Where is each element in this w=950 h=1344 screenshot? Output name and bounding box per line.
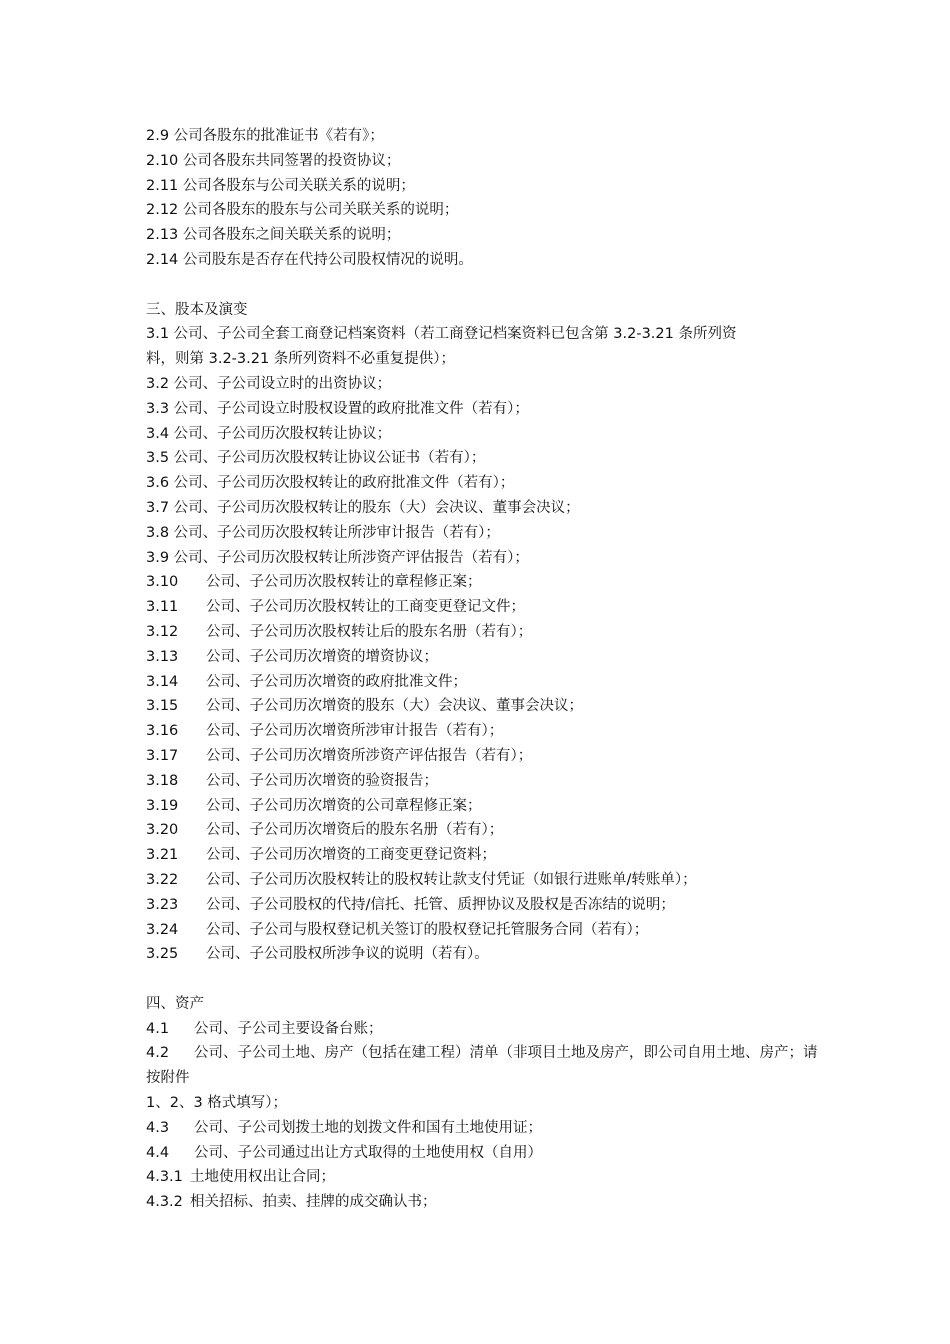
item-number: 4.4: [146, 1144, 170, 1161]
section-heading: 三、股本及演变: [146, 301, 248, 318]
item-text: 公司、子公司划拨土地的划拨文件和国有土地使用证；: [194, 1119, 542, 1136]
list-item: [146, 818, 826, 843]
list-item: 3.2 公司、子公司设立时的出资协议；: [146, 375, 392, 392]
item-number: 3.20: [146, 822, 179, 839]
list-item: [146, 1141, 826, 1166]
item-text: 公司、子公司历次增资的增资协议；: [206, 648, 438, 665]
list-item: 3.7 公司、子公司历次股权转让的股东（大）会决议、董事会决议；: [146, 499, 580, 516]
item-text: 公司、子公司股权的代持/信托、托管、质押协议及股权是否冻结的说明；: [206, 896, 675, 913]
list-item: 3.6 公司、子公司历次股权转让的政府批准文件（若有）；: [146, 475, 515, 492]
list-item: [146, 620, 826, 645]
list-item: 2.9 公司各股东的批准证书《若有》；: [146, 128, 384, 144]
list-item: [146, 1041, 826, 1091]
item-text: 公司、子公司主要设备台账；: [194, 1020, 383, 1037]
item-text: 公司、子公司历次股权转让的工商变更登记文件；: [206, 599, 525, 616]
item-number: 4.3: [146, 1119, 170, 1136]
item-number: 3.21: [146, 847, 179, 864]
item-text: 公司、子公司历次股权转让的股权转让款支付凭证（如银行进账单/转账单）；: [206, 871, 697, 888]
list-item: 2.14 公司股东是否存在代持公司股权情况的说明。: [146, 251, 473, 268]
list-item: [146, 595, 826, 620]
list-item: [146, 1116, 826, 1141]
item-number: 3.22: [146, 871, 179, 888]
item-text: 土地使用权出让合同；: [190, 1169, 335, 1186]
item-text: 公司、子公司历次增资所涉审计报告（若有）；: [206, 723, 504, 740]
list-item: [146, 794, 826, 819]
list-item: 2.12 公司各股东的股东与公司关联关系的说明；: [146, 202, 459, 219]
list-item: [146, 893, 826, 918]
item-text: 公司、子公司历次增资的股东（大）会决议、董事会决议；: [206, 698, 583, 715]
list-item: 3.1 公司、子公司全套工商登记档案资料（若工商登记档案资料已包含第 3.2-3.21 条所列资: [146, 326, 737, 343]
list-item: [146, 744, 826, 769]
item-number: 3.11: [146, 599, 179, 616]
list-item: 3.5 公司、子公司历次股权转让协议公证书（若有）；: [146, 450, 486, 467]
item-text: 公司、子公司历次增资的公司章程修正案；: [206, 797, 482, 814]
list-item-continuation: 1、2、3 格式填写）；: [146, 1095, 288, 1112]
item-number: 3.17: [146, 747, 179, 764]
list-item: 3.9 公司、子公司历次股权转让所涉资产评估报告（若有）；: [146, 549, 529, 566]
item-text: 公司、子公司历次增资的工商变更登记资料；: [206, 847, 496, 864]
item-text: 公司、子公司历次增资的验资报告；: [206, 772, 438, 789]
item-number: 3.23: [146, 896, 179, 913]
list-item: [146, 570, 826, 595]
item-text: 公司、子公司土地、房产（包括在建工程）清单（非项目土地及房产，即公司自用土地、房产；请按附件: [146, 1045, 818, 1087]
item-number: 4.1: [146, 1020, 170, 1037]
list-item: [146, 694, 826, 719]
item-number: 4.3.1: [146, 1169, 183, 1186]
list-item: [146, 719, 826, 744]
list-item: [146, 1017, 826, 1042]
list-item: [146, 645, 826, 670]
item-number: 3.14: [146, 673, 179, 690]
list-item: [146, 918, 826, 943]
list-item-continuation: 料，则第 3.2-3.21 条所列资料不必重复提供）；: [146, 351, 456, 368]
list-item: 2.13 公司各股东之间关联关系的说明；: [146, 227, 401, 244]
list-item: [146, 843, 826, 868]
item-number: 3.19: [146, 797, 179, 814]
item-number: 3.12: [146, 623, 179, 640]
section-heading: 四、资产: [146, 995, 204, 1012]
list-item: 2.11 公司各股东与公司关联关系的说明；: [146, 177, 415, 194]
item-text: 公司、子公司与股权登记机关签订的股权登记托管服务合同（若有）；: [206, 921, 649, 938]
spacer: [146, 273, 826, 298]
item-text: 公司、子公司历次增资所涉资产评估报告（若有）；: [206, 747, 533, 764]
list-item: [146, 670, 826, 695]
item-number: 3.16: [146, 723, 179, 740]
item-text: 公司、子公司历次股权转让后的股东名册（若有）；: [206, 623, 533, 640]
list-item: 3.4 公司、子公司历次股权转让协议；: [146, 425, 392, 442]
item-number: 3.10: [146, 574, 179, 591]
item-number: 3.25: [146, 946, 179, 963]
list-item: 3.3 公司、子公司设立时股权设置的政府批准文件（若有）；: [146, 400, 529, 417]
spacer: [146, 967, 826, 992]
list-item: [146, 1165, 826, 1190]
document-body: [146, 124, 826, 1215]
list-item: [146, 942, 826, 967]
item-text: 公司、子公司历次增资后的股东名册（若有）；: [206, 822, 504, 839]
list-item: 2.10 公司各股东共同签署的投资协议；: [146, 152, 401, 169]
item-text: 公司、子公司历次股权转让的章程修正案；: [206, 574, 482, 591]
item-number: 4.3.2: [146, 1194, 183, 1211]
item-text: 公司、子公司股权所涉争议的说明（若有）。: [206, 946, 489, 963]
list-item: 3.8 公司、子公司历次股权转让所涉审计报告（若有）；: [146, 524, 500, 541]
item-number: 3.13: [146, 648, 179, 665]
item-text: 公司、子公司通过出让方式取得的土地使用权（自用）: [194, 1144, 542, 1161]
list-item: [146, 769, 826, 794]
item-text: 公司、子公司历次增资的政府批准文件；: [206, 673, 467, 690]
item-number: 3.24: [146, 921, 179, 938]
list-item: [146, 1190, 826, 1215]
item-text: 相关招标、拍卖、挂牌的成交确认书；: [190, 1194, 437, 1211]
item-number: 4.2: [146, 1045, 170, 1062]
list-item: [146, 868, 826, 893]
item-number: 3.18: [146, 772, 179, 789]
item-number: 3.15: [146, 698, 179, 715]
